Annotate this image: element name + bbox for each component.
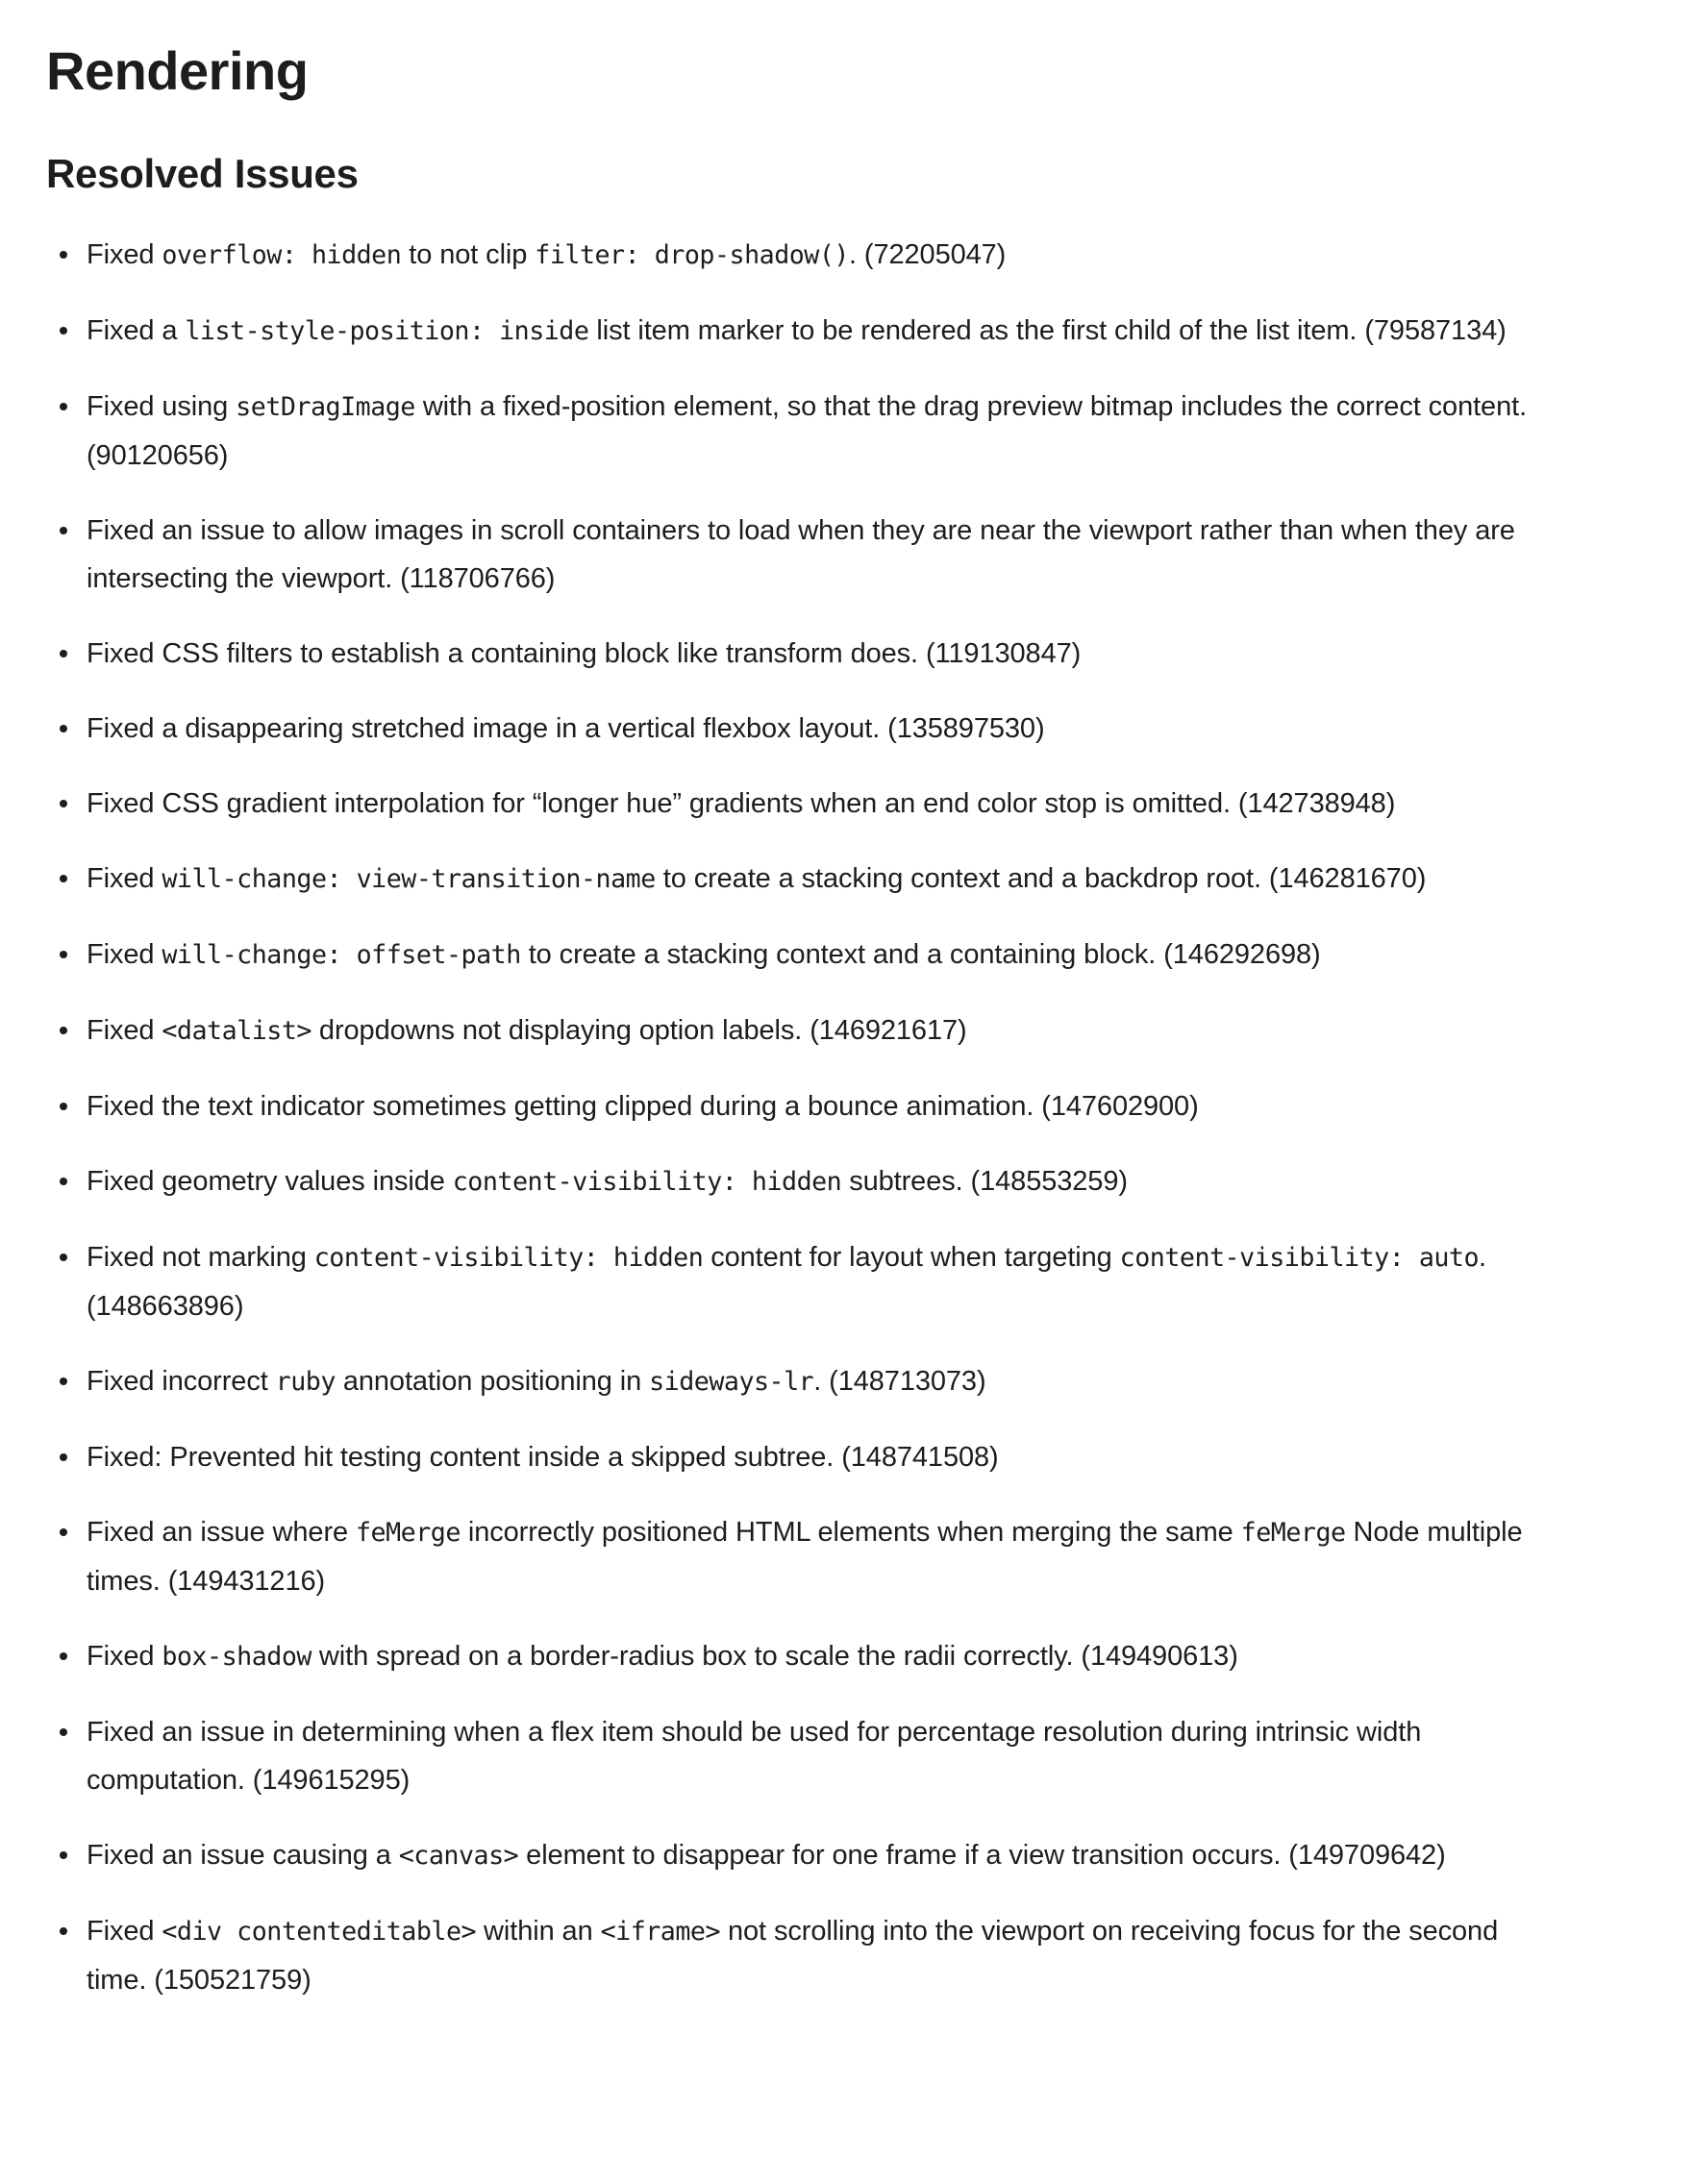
issue-text: within an: [476, 1916, 601, 1947]
issue-text: Fixed: [87, 1641, 162, 1672]
list-item: [46, 1508, 1565, 1605]
inline-code: list-style-position: inside: [185, 316, 589, 346]
list-item: [46, 1157, 1565, 1206]
issue-text: Fixed CSS filters to establish a containing block like transform does. (119130847): [87, 638, 1082, 669]
issue-text: list item marker to be rendered as the first child of the list item. (79587134): [588, 315, 1507, 346]
issue-text: Fixed the text indicator sometimes getting clipped during a bounce animation. (147602900): [87, 1091, 1199, 1122]
issue-text: content for layout when targeting: [703, 1242, 1120, 1273]
section-heading-resolved-issues: Resolved Issues: [46, 151, 359, 196]
issue-text: to create a stacking context and a containing block. (146292698): [520, 939, 1321, 970]
inline-code: <iframe>: [600, 1917, 721, 1947]
document-page: [46, 40, 1602, 2004]
list-item: [46, 231, 1565, 280]
list-item: [46, 1708, 1565, 1804]
list-item: [46, 1082, 1565, 1130]
issue-text: Node multiple times. (149431216): [87, 1517, 1523, 1597]
inline-code: content-visibility: hidden: [452, 1167, 842, 1197]
list-item: [46, 1433, 1565, 1481]
issue-text: with a fixed-position element, so that the drag preview bitmap includes the correct content. (90120656): [87, 391, 1528, 471]
issue-text: . (72205047): [848, 239, 1007, 270]
issue-text: Fixed an issue in determining when a flex item should be used for percentage resolution during intrinsic width computation. (149615295): [87, 1717, 1422, 1796]
inline-code: feMerge: [356, 1518, 461, 1548]
issue-text: to not clip: [401, 239, 536, 270]
inline-code: <canvas>: [398, 1841, 519, 1871]
issue-text: to create a stacking context and a backdrop root. (146281670): [655, 863, 1427, 894]
issue-text: element to disappear for one frame if a view transition occurs. (149709642): [518, 1840, 1446, 1871]
issue-text: Fixed a disappearing stretched image in a vertical flexbox layout. (135897530): [87, 713, 1045, 744]
issue-text: Fixed a: [87, 315, 186, 346]
inline-code: filter: drop-shadow(): [535, 240, 849, 270]
issue-text: Fixed incorrect: [87, 1366, 276, 1397]
issue-text: Fixed an issue where: [87, 1517, 356, 1548]
issue-text: Fixed an issue causing a: [87, 1840, 399, 1871]
inline-code: content-visibility: auto: [1119, 1243, 1480, 1273]
list-item: [46, 931, 1565, 980]
inline-code: sideways-lr: [649, 1367, 814, 1397]
issue-text: Fixed: Prevented hit testing content inside a skipped subtree. (148741508): [87, 1442, 999, 1473]
issue-text: not scrolling into the viewport on receiving focus for the second time. (150521759): [87, 1916, 1499, 1996]
list-item: [46, 705, 1565, 753]
inline-code: feMerge: [1240, 1518, 1346, 1548]
inline-code: setDragImage: [236, 392, 415, 422]
inline-code: <datalist>: [162, 1016, 311, 1046]
issue-text: Fixed: [87, 863, 162, 894]
issue-text: . (148713073): [813, 1366, 986, 1397]
inline-code: content-visibility: hidden: [313, 1243, 704, 1273]
issue-text: Fixed: [87, 239, 162, 270]
list-item: [46, 1632, 1565, 1681]
resolved-issues-list: [46, 231, 1565, 2004]
issue-text: with spread on a border-radius box to scale the radii correctly. (149490613): [311, 1641, 1238, 1672]
inline-code: will-change: view-transition-name: [162, 864, 656, 894]
issue-text: subtrees. (148553259): [841, 1166, 1128, 1197]
list-item: [46, 855, 1565, 904]
list-item: [46, 1357, 1565, 1406]
inline-code: <div contenteditable>: [162, 1917, 477, 1947]
issue-text: incorrectly positioned HTML elements when merging the same: [460, 1517, 1241, 1548]
inline-code: will-change: offset-path: [162, 940, 521, 970]
list-item: [46, 1233, 1565, 1330]
inline-code: ruby: [275, 1367, 336, 1397]
inline-code: box-shadow: [162, 1642, 311, 1672]
issue-text: annotation positioning in: [335, 1366, 650, 1397]
issue-text: Fixed: [87, 939, 162, 970]
list-item: [46, 1907, 1565, 2004]
issue-text: Fixed: [87, 1916, 162, 1947]
list-item: [46, 1831, 1565, 1880]
issue-text: . (148663896): [87, 1242, 1487, 1322]
list-item: [46, 1006, 1565, 1055]
issue-text: Fixed: [87, 1015, 162, 1046]
issue-text: dropdowns not displaying option labels. (146921617): [311, 1015, 967, 1046]
issue-text: Fixed not marking: [87, 1242, 314, 1273]
page-title: Rendering: [46, 40, 309, 101]
list-item: [46, 630, 1565, 678]
issue-text: Fixed an issue to allow images in scroll containers to load when they are near the viewport rather than when they are intersecting the viewport. (118706766): [87, 515, 1515, 594]
inline-code: overflow: hidden: [162, 240, 402, 270]
list-item: [46, 507, 1565, 603]
issue-text: Fixed geometry values inside: [87, 1166, 453, 1197]
list-item: [46, 383, 1565, 480]
issue-text: Fixed using: [87, 391, 237, 422]
list-item: [46, 307, 1565, 356]
list-item: [46, 780, 1565, 828]
issue-text: Fixed CSS gradient interpolation for “longer hue” gradients when an end color stop is omitted. (142738948): [87, 788, 1396, 819]
